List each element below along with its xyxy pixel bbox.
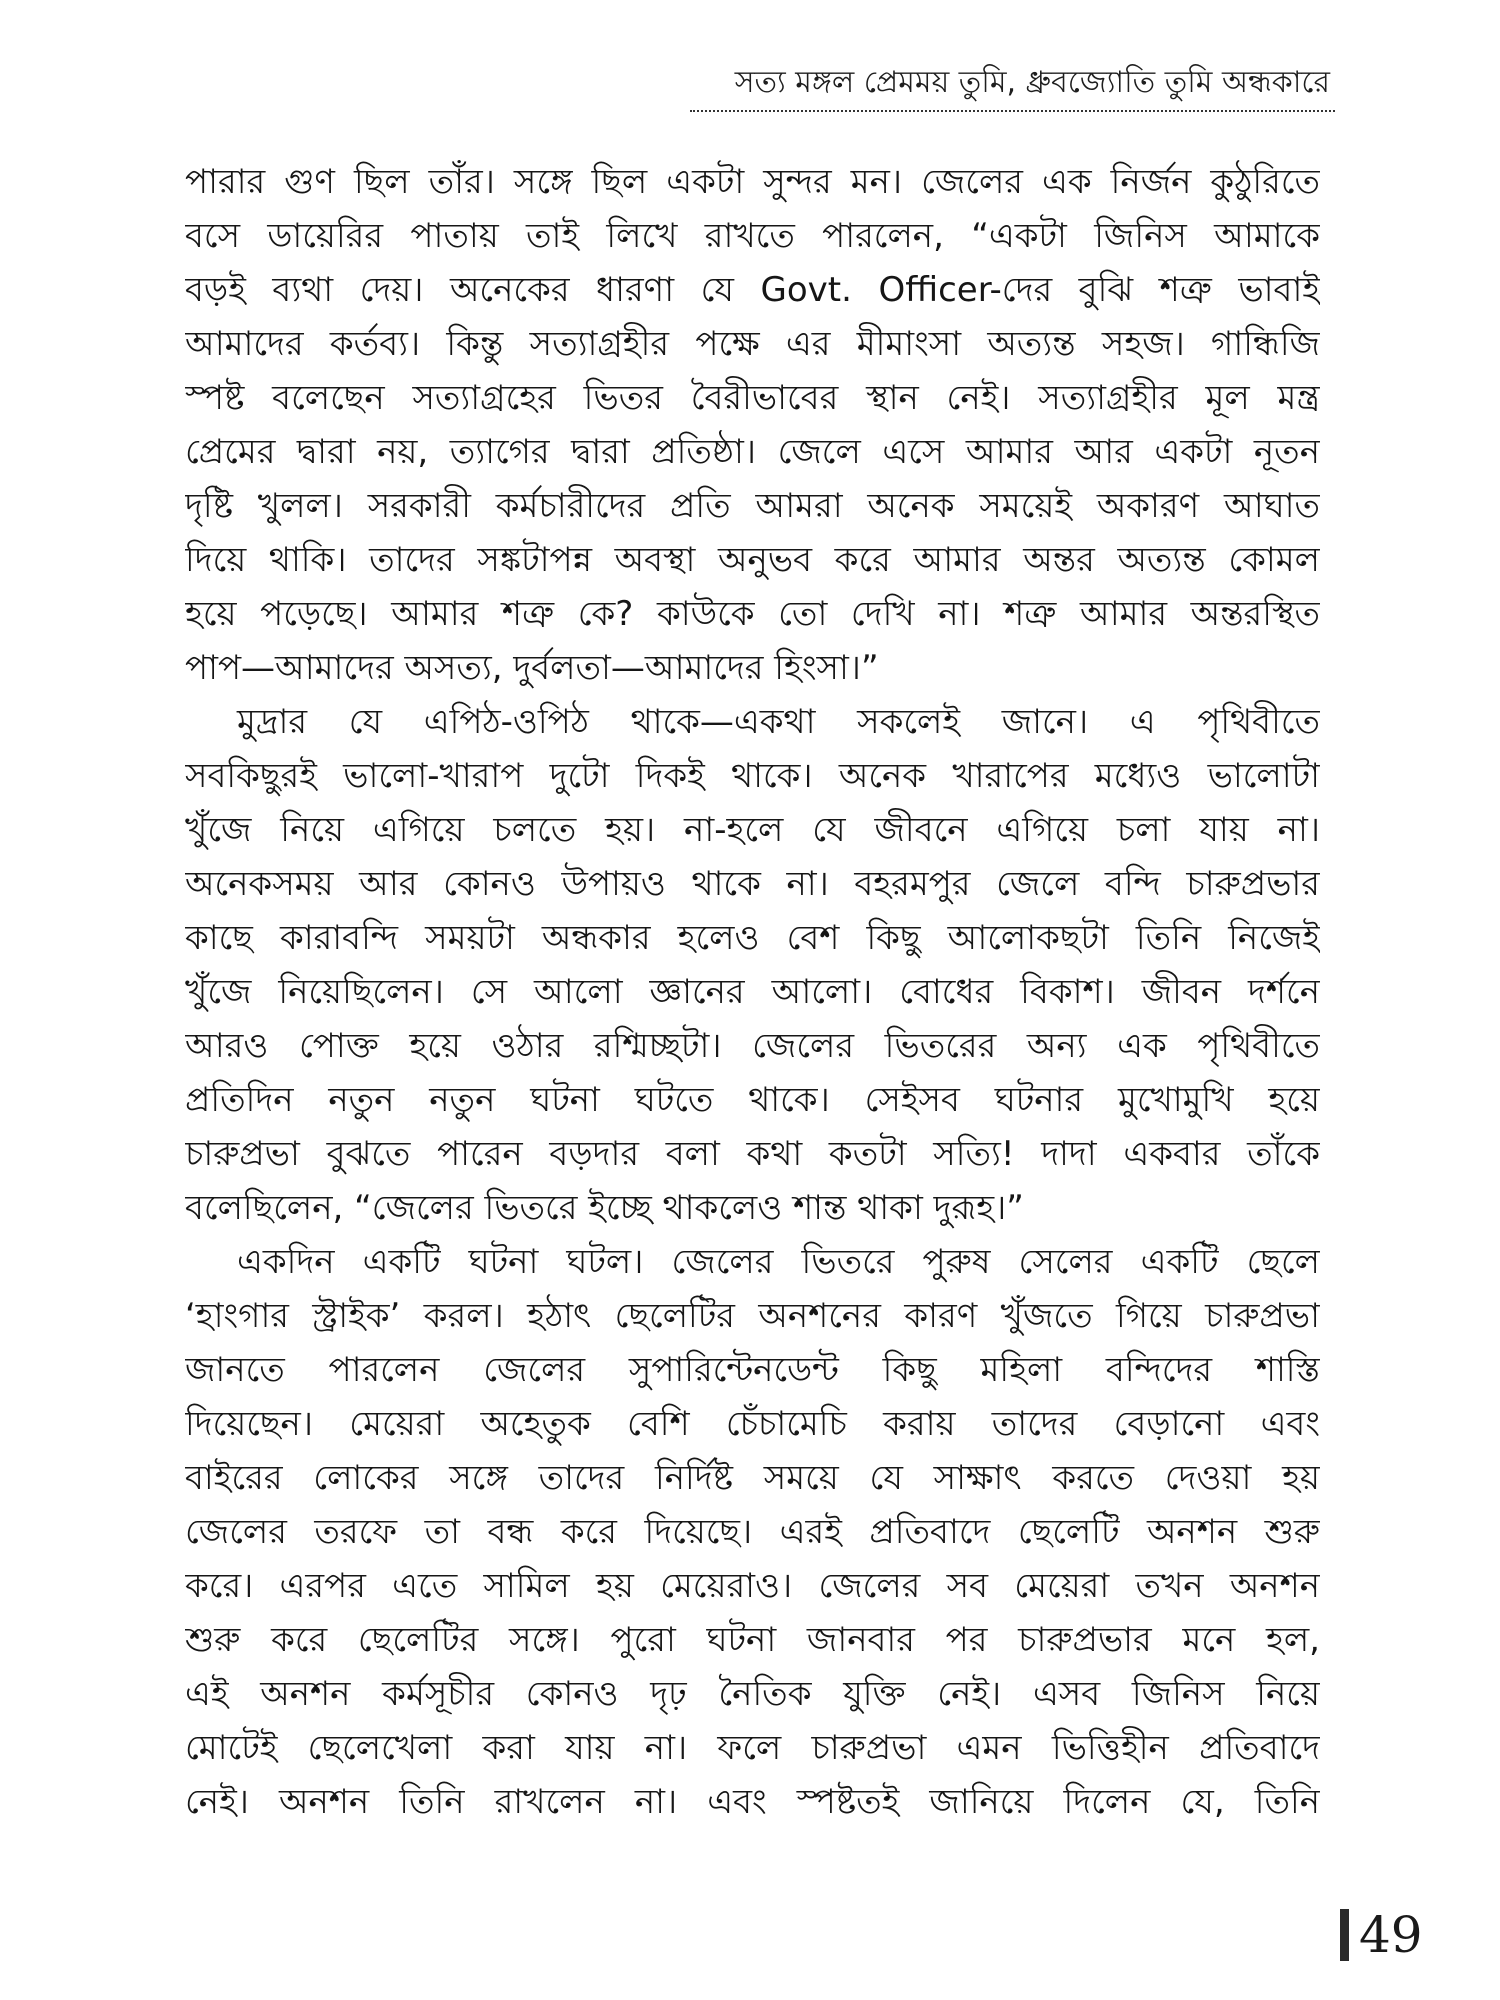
- text-line: হয়ে পড়েছে। আমার শত্রু কে? কাউকে তো দেখি না। শত্রু আমার অন্তরস্থিত: [185, 594, 1320, 634]
- text-line: নেই। অনশন তিনি রাখলেন না। এবং স্পষ্টতই জানিয়ে দিলেন যে, তিনি: [185, 1782, 1320, 1822]
- text-line: বড়ই ব্যথা দেয়। অনেকের ধারণা যে Govt. Officer-দের বুঝি শত্রু ভাবাই: [185, 270, 1320, 310]
- paragraph-start-line: একদিন একটি ঘটনা ঘটল। জেলের ভিতরে পুরুষ সেলের একটি ছেলে: [237, 1242, 1320, 1282]
- text-line: বাইরের লোকের সঙ্গে তাদের নির্দিষ্ট সময়ে যে সাক্ষাৎ করতে দেওয়া হয়: [185, 1458, 1320, 1498]
- text-line: আমাদের কর্তব্য। কিন্তু সত্যাগ্রহীর পক্ষে এর মীমাংসা অত্যন্ত সহজ। গান্ধিজি: [185, 324, 1320, 364]
- body-text: [185, 155, 1320, 1829]
- text-line: প্রেমের দ্বারা নয়, ত্যাগের দ্বারা প্রতিষ্ঠা। জেলে এসে আমার আর একটা নূতন: [185, 432, 1320, 472]
- running-header: সত্য মঙ্গল প্রেমময় তুমি, ধ্রুবজ্যোতি তুমি অন্ধকারে: [734, 65, 1330, 100]
- text-line: প্রতিদিন নতুন নতুন ঘটনা ঘটতে থাকে। সেইসব ঘটনার মুখোমুখি হয়ে: [185, 1080, 1320, 1120]
- text-line: করে। এরপর এতে সামিল হয় মেয়েরাও। জেলের সব মেয়েরা তখন অনশন: [185, 1566, 1320, 1606]
- page-number-text: 49: [1359, 1906, 1423, 1964]
- text-line: পারার গুণ ছিল তাঁর। সঙ্গে ছিল একটা সুন্দর মন। জেলের এক নির্জন কুঠুরিতে: [185, 162, 1320, 202]
- text-line: জানতে পারলেন জেলের সুপারিন্টেনডেন্ট কিছু মহিলা বন্দিদের শাস্তি: [185, 1350, 1320, 1390]
- text-line: শুরু করে ছেলেটির সঙ্গে। পুরো ঘটনা জানবার পর চারুপ্রভার মনে হল,: [185, 1620, 1320, 1660]
- text-line: জেলের তরফে তা বন্ধ করে দিয়েছে। এরই প্রতিবাদে ছেলেটি অনশন শুরু: [185, 1512, 1320, 1552]
- text-line: কাছে কারাবন্দি সময়টা অন্ধকার হলেও বেশ কিছু আলোকছটা তিনি নিজেই: [185, 918, 1320, 958]
- text-line: বলেছিলেন, “জেলের ভিতরে ইচ্ছে থাকলেও শান্ত থাকা দুরূহ।”: [185, 1188, 1024, 1228]
- text-line: চারুপ্রভা বুঝতে পারেন বড়দার বলা কথা কতটা সত্যি! দাদা একবার তাঁকে: [185, 1134, 1320, 1174]
- text-line: আরও পোক্ত হয়ে ওঠার রশ্মিচ্ছটা। জেলের ভিতরের অন্য এক পৃথিবীতে: [185, 1026, 1320, 1066]
- text-line: দিয়েছেন। মেয়েরা অহেতুক বেশি চেঁচামেচি করায় তাদের বেড়ানো এবং: [185, 1404, 1320, 1444]
- text-line: অনেকসময় আর কোনও উপায়ও থাকে না। বহরমপুর জেলে বন্দি চারুপ্রভার: [185, 864, 1320, 904]
- header-dotted-rule: [690, 110, 1335, 112]
- text-line: দৃষ্টি খুলল। সরকারী কর্মচারীদের প্রতি আমরা অনেক সময়েই অকারণ আঘাত: [185, 486, 1320, 526]
- text-line: স্পষ্ট বলেছেন সত্যাগ্রহের ভিতর বৈরীভাবের স্থান নেই। সত্যাগ্রহীর মূল মন্ত্র: [185, 378, 1320, 418]
- text-line: পাপ—আমাদের অসত্য, দুর্বলতা—আমাদের হিংসা।”: [185, 648, 879, 688]
- page-number: [1340, 1905, 1423, 1965]
- text-line: খুঁজে নিয়েছিলেন। সে আলো জ্ঞানের আলো। বোধের বিকাশ। জীবন দর্শনে: [185, 972, 1320, 1012]
- text-line: বসে ডায়েরির পাতায় তাই লিখে রাখতে পারলেন, “একটা জিনিস আমাকে: [185, 216, 1320, 256]
- text-line: ‘হাংগার স্ট্রাইক’ করল। হঠাৎ ছেলেটির অনশনের কারণ খুঁজতে গিয়ে চারুপ্রভা: [185, 1296, 1320, 1336]
- text-line: দিয়ে থাকি। তাদের সঙ্কটাপন্ন অবস্থা অনুভব করে আমার অন্তর অত্যন্ত কোমল: [185, 540, 1320, 580]
- text-line: মোটেই ছেলেখেলা করা যায় না। ফলে চারুপ্রভা এমন ভিত্তিহীন প্রতিবাদে: [185, 1728, 1320, 1768]
- text-line: সবকিছুরই ভালো-খারাপ দুটো দিকই থাকে। অনেক খারাপের মধ্যেও ভালোটা: [185, 756, 1320, 796]
- page-number-bar: [1340, 1909, 1349, 1961]
- paragraph-start-line: মুদ্রার যে এপিঠ-ওপিঠ থাকে—একথা সকলেই জানে। এ পৃথিবীতে: [237, 702, 1320, 742]
- text-line: এই অনশন কর্মসূচীর কোনও দৃঢ় নৈতিক যুক্তি নেই। এসব জিনিস নিয়ে: [185, 1674, 1320, 1714]
- text-line: খুঁজে নিয়ে এগিয়ে চলতে হয়। না-হলে যে জীবনে এগিয়ে চলা যায় না।: [185, 810, 1320, 850]
